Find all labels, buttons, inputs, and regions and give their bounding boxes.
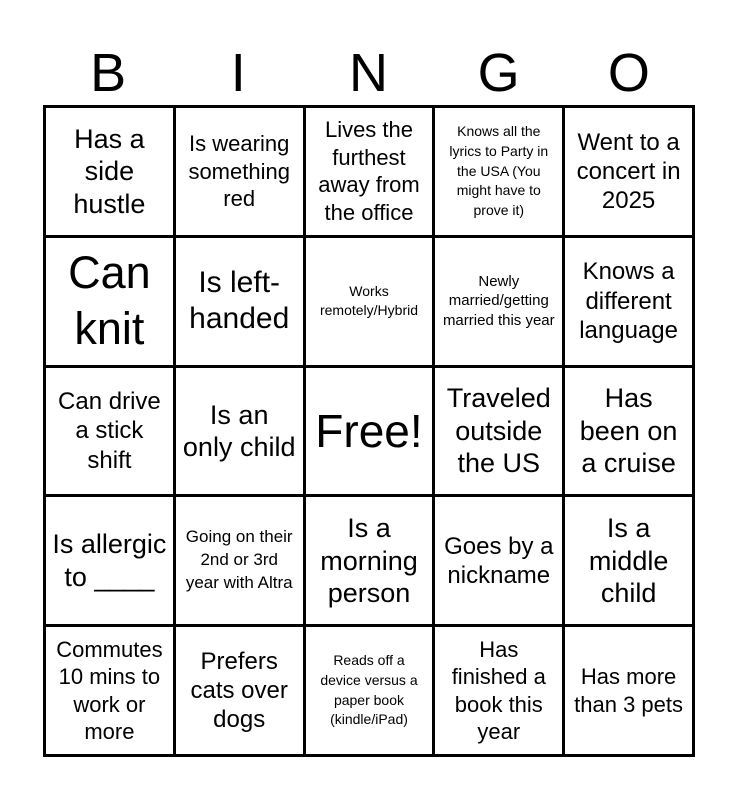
bingo-cell-r2c1[interactable]: Can knit	[46, 238, 173, 365]
bingo-cell-r5c2[interactable]: Prefers cats over dogs	[176, 627, 303, 754]
bingo-cell-r5c3[interactable]: Reads off a device versus a paper book (kindle/iPad)	[306, 627, 433, 754]
bingo-cell-r2c3[interactable]: Works remotely/Hybrid	[306, 238, 433, 365]
bingo-header	[43, 40, 694, 106]
header-letter-o: O	[607, 43, 650, 103]
bingo-cell-r4c3[interactable]: Is a morning person	[306, 497, 433, 624]
bingo-cell-r5c4[interactable]: Has finished a book this year	[435, 627, 562, 754]
bingo-cell-r3c5[interactable]: Has been on a cruise	[565, 368, 692, 495]
bingo-cell-r1c5[interactable]: Went to a concert in 2025	[565, 108, 692, 235]
bingo-cell-r2c5[interactable]: Knows a different language	[565, 238, 692, 365]
bingo-cell-r4c2[interactable]: Going on their 2nd or 3rd year with Altra	[176, 497, 303, 624]
bingo-cell-r3c4[interactable]: Traveled outside the US	[435, 368, 562, 495]
bingo-cell-r5c5[interactable]: Has more than 3 pets	[565, 627, 692, 754]
bingo-cell-r1c4[interactable]: Knows all the lyrics to Party in the USA (You might have to prove it)	[435, 108, 562, 235]
bingo-cell-r3c2[interactable]: Is an only child	[176, 368, 303, 495]
bingo-cell-r2c2[interactable]: Is left-handed	[176, 238, 303, 365]
bingo-cell-r1c1[interactable]: Has a side hustle	[46, 108, 173, 235]
bingo-cell-r1c3[interactable]: Lives the furthest away from the office	[306, 108, 433, 235]
header-letter-n: N	[348, 43, 388, 103]
bingo-cell-r4c5[interactable]: Is a middle child	[565, 497, 692, 624]
bingo-grid	[43, 105, 695, 757]
free-space-cell[interactable]: Free!	[306, 368, 433, 495]
bingo-cell-r2c4[interactable]: Newly married/getting married this year	[435, 238, 562, 365]
bingo-cell-r4c4[interactable]: Goes by a nickname	[435, 497, 562, 624]
header-letter-g: G	[477, 43, 520, 103]
bingo-cell-r3c1[interactable]: Can drive a stick shift	[46, 368, 173, 495]
header-letter-i: I	[230, 43, 246, 103]
bingo-cell-r5c1[interactable]: Commutes 10 mins to work or more	[46, 627, 173, 754]
bingo-cell-r1c2[interactable]: Is wearing something red	[176, 108, 303, 235]
header-letter-b: B	[90, 43, 127, 103]
bingo-cell-r4c1[interactable]: Is allergic to ____	[46, 497, 173, 624]
